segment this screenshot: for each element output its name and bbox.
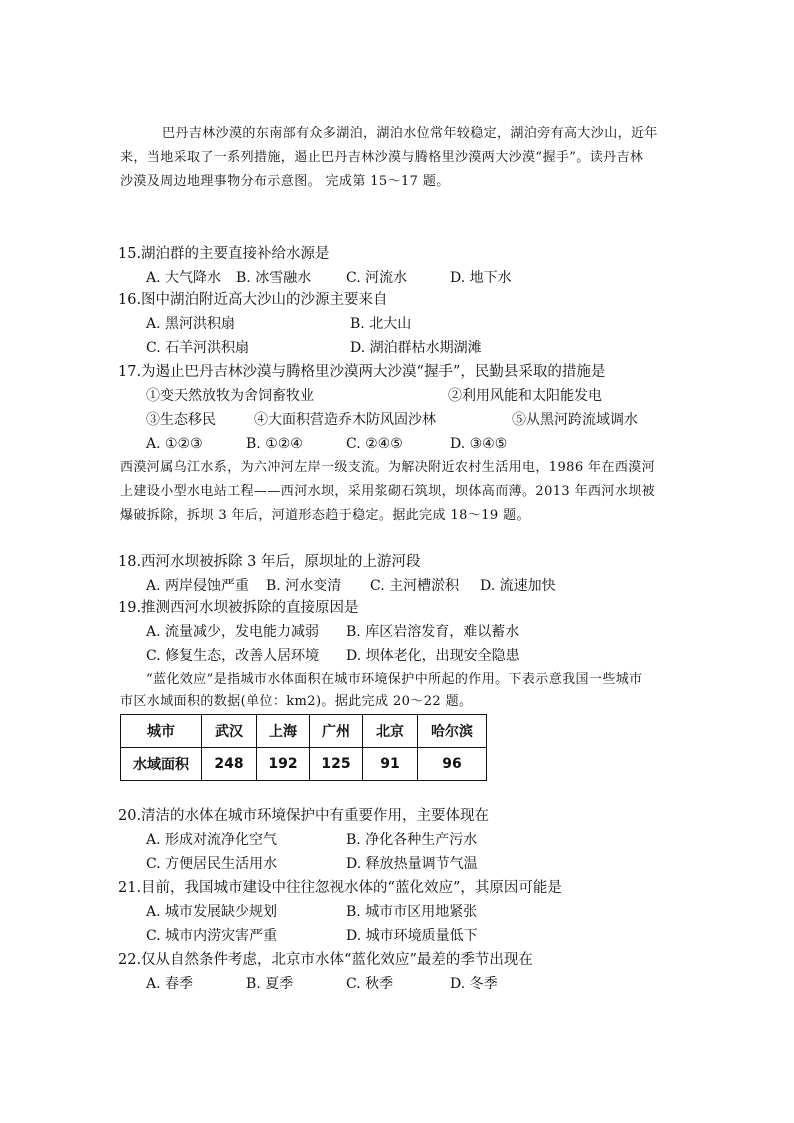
- q17-measure-5: ⑤从黑河跨流域调水: [512, 412, 638, 428]
- table-cell: 125: [310, 748, 363, 781]
- q17-measure-1: ①变天然放牧为舍饲畜牧业: [146, 388, 314, 404]
- q17-stem: 17.为遏止巴丹吉林沙漠与腾格里沙漠两大沙漠“握手”，民勤县采取的措施是: [118, 364, 606, 380]
- q15-option-c[interactable]: C. 河流水: [346, 270, 408, 286]
- q17-option-b[interactable]: B. ①②④: [246, 436, 303, 452]
- q16-option-a[interactable]: A. 黑河洪积扇: [146, 316, 236, 332]
- q15-stem: 15.湖泊群的主要直接补给水源是: [118, 246, 330, 262]
- table-cell: 248: [202, 748, 257, 781]
- table-cell: 96: [418, 748, 487, 781]
- q18-option-d[interactable]: D. 流速加快: [480, 578, 556, 594]
- q22-option-d[interactable]: D. 冬季: [450, 976, 498, 992]
- table-header-cell: 广州: [310, 715, 363, 748]
- q17-measure-4: ④大面积营造乔木防风固沙林: [254, 412, 436, 428]
- q17-option-a[interactable]: A. ①②③: [146, 436, 203, 452]
- q21-option-a[interactable]: A. 城市发展缺少规划: [146, 904, 278, 920]
- table-cell: 192: [257, 748, 310, 781]
- q19-option-a[interactable]: A. 流量减少，发电能力减弱: [146, 624, 320, 640]
- q17-option-d[interactable]: D. ③④⑤: [450, 436, 508, 452]
- q21-stem: 21.目前，我国城市建设中往往忽视水体的“蓝化效应”，其原因可能是: [118, 880, 562, 896]
- passage1-line1: 巴丹吉林沙漠的东南部有众多湖泊，湖泊水位常年较稳定，湖泊旁有高大沙山，近年: [162, 126, 658, 141]
- table-header-cell: 北京: [363, 715, 418, 748]
- table-header-cell: 上海: [257, 715, 310, 748]
- q19-option-c[interactable]: C. 修复生态，改善人居环境: [146, 648, 320, 664]
- q22-option-b[interactable]: B. 夏季: [246, 976, 294, 992]
- table-header-cell: 哈尔滨: [418, 715, 487, 748]
- q15-option-d[interactable]: D. 地下水: [450, 270, 512, 286]
- q16-option-d[interactable]: D. 湖泊群枯水期湖滩: [350, 340, 482, 356]
- q18-option-a[interactable]: A. 两岸侵蚀严重: [146, 578, 250, 594]
- table-header-row: [121, 715, 487, 748]
- q16-option-b[interactable]: B. 北大山: [350, 316, 412, 332]
- q17-option-c[interactable]: C. ②④⑤: [346, 436, 403, 452]
- q22-stem: 22.仅从自然条件考虑，北京市水体“蓝化效应”最差的季节出现在: [118, 952, 533, 968]
- passage2-line1: 西漠河属乌江水系，为六冲河左岸一级支流。为解决附近农村生活用电，1986 年在西漠河: [120, 460, 656, 475]
- q20-option-d[interactable]: D. 释放热量调节气温: [346, 856, 478, 872]
- q22-option-c[interactable]: C. 秋季: [346, 976, 394, 992]
- passage1-line3: 沙漠及周边地理事物分布示意图。 完成第 15～17 题。: [120, 174, 450, 189]
- q19-option-b[interactable]: B. 库区岩溶发育，难以蓄水: [346, 624, 520, 640]
- q20-option-b[interactable]: B. 净化各种生产污水: [346, 832, 478, 848]
- q21-option-b[interactable]: B. 城市市区用地紧张: [346, 904, 478, 920]
- q16-stem: 16.图中湖泊附近高大沙山的沙源主要来自: [118, 292, 388, 308]
- passage3-line1: “蓝化效应”是指城市水体面积在城市环境保护中所起的作用。下表示意我国一些城市: [146, 672, 643, 687]
- q17-measure-2: ②利用风能和太阳能发电: [448, 388, 602, 404]
- q18-option-c[interactable]: C. 主河槽淤积: [370, 578, 460, 594]
- table-header-cell: 城市: [121, 715, 202, 748]
- q20-stem: 20.清洁的水体在城市环境保护中有重要作用，主要体现在: [118, 808, 490, 824]
- q19-option-d[interactable]: D. 坝体老化，出现安全隐患: [346, 648, 520, 664]
- q16-option-c[interactable]: C. 石羊河洪积扇: [146, 340, 250, 356]
- water-area-table: [120, 714, 487, 781]
- q21-option-c[interactable]: C. 城市内涝灾害严重: [146, 928, 278, 944]
- q21-option-d[interactable]: D. 城市环境质量低下: [346, 928, 478, 944]
- table-header-cell: 武汉: [202, 715, 257, 748]
- passage2-line3: 爆破拆除，拆坝 3 年后，河道形态趋于稳定。据此完成 18～19 题。: [120, 508, 530, 523]
- q20-option-c[interactable]: C. 方便居民生活用水: [146, 856, 278, 872]
- passage2-line2: 上建设小型水电站工程——西河水坝，采用浆砌石筑坝，坝体高而薄。2013 年西河水坝被: [120, 484, 656, 499]
- table-cell: 91: [363, 748, 418, 781]
- q19-stem: 19.推测西河水坝被拆除的直接原因是: [118, 600, 359, 616]
- q18-option-b[interactable]: B. 河水变清: [266, 578, 342, 594]
- q15-option-b[interactable]: B. 冰雪融水: [236, 270, 312, 286]
- passage1-line2: 来，当地采取了一系列措施，遏止巴丹吉林沙漠与腾格里沙漠两大沙漠“握手”。读丹吉林: [120, 150, 644, 165]
- q18-stem: 18.西河水坝被拆除 3 年后，原坝址的上游河段: [118, 554, 421, 570]
- q22-option-a[interactable]: A. 春季: [146, 976, 194, 992]
- table-row: [121, 748, 487, 781]
- q15-option-a[interactable]: A. 大气降水: [146, 270, 222, 286]
- table-cell: 水域面积: [121, 748, 202, 781]
- passage3-line2: 市区水域面积的数据(单位：km2)。据此完成 20～22 题。: [120, 694, 473, 709]
- q17-measure-3: ③生态移民: [146, 412, 216, 428]
- q20-option-a[interactable]: A. 形成对流净化空气: [146, 832, 278, 848]
